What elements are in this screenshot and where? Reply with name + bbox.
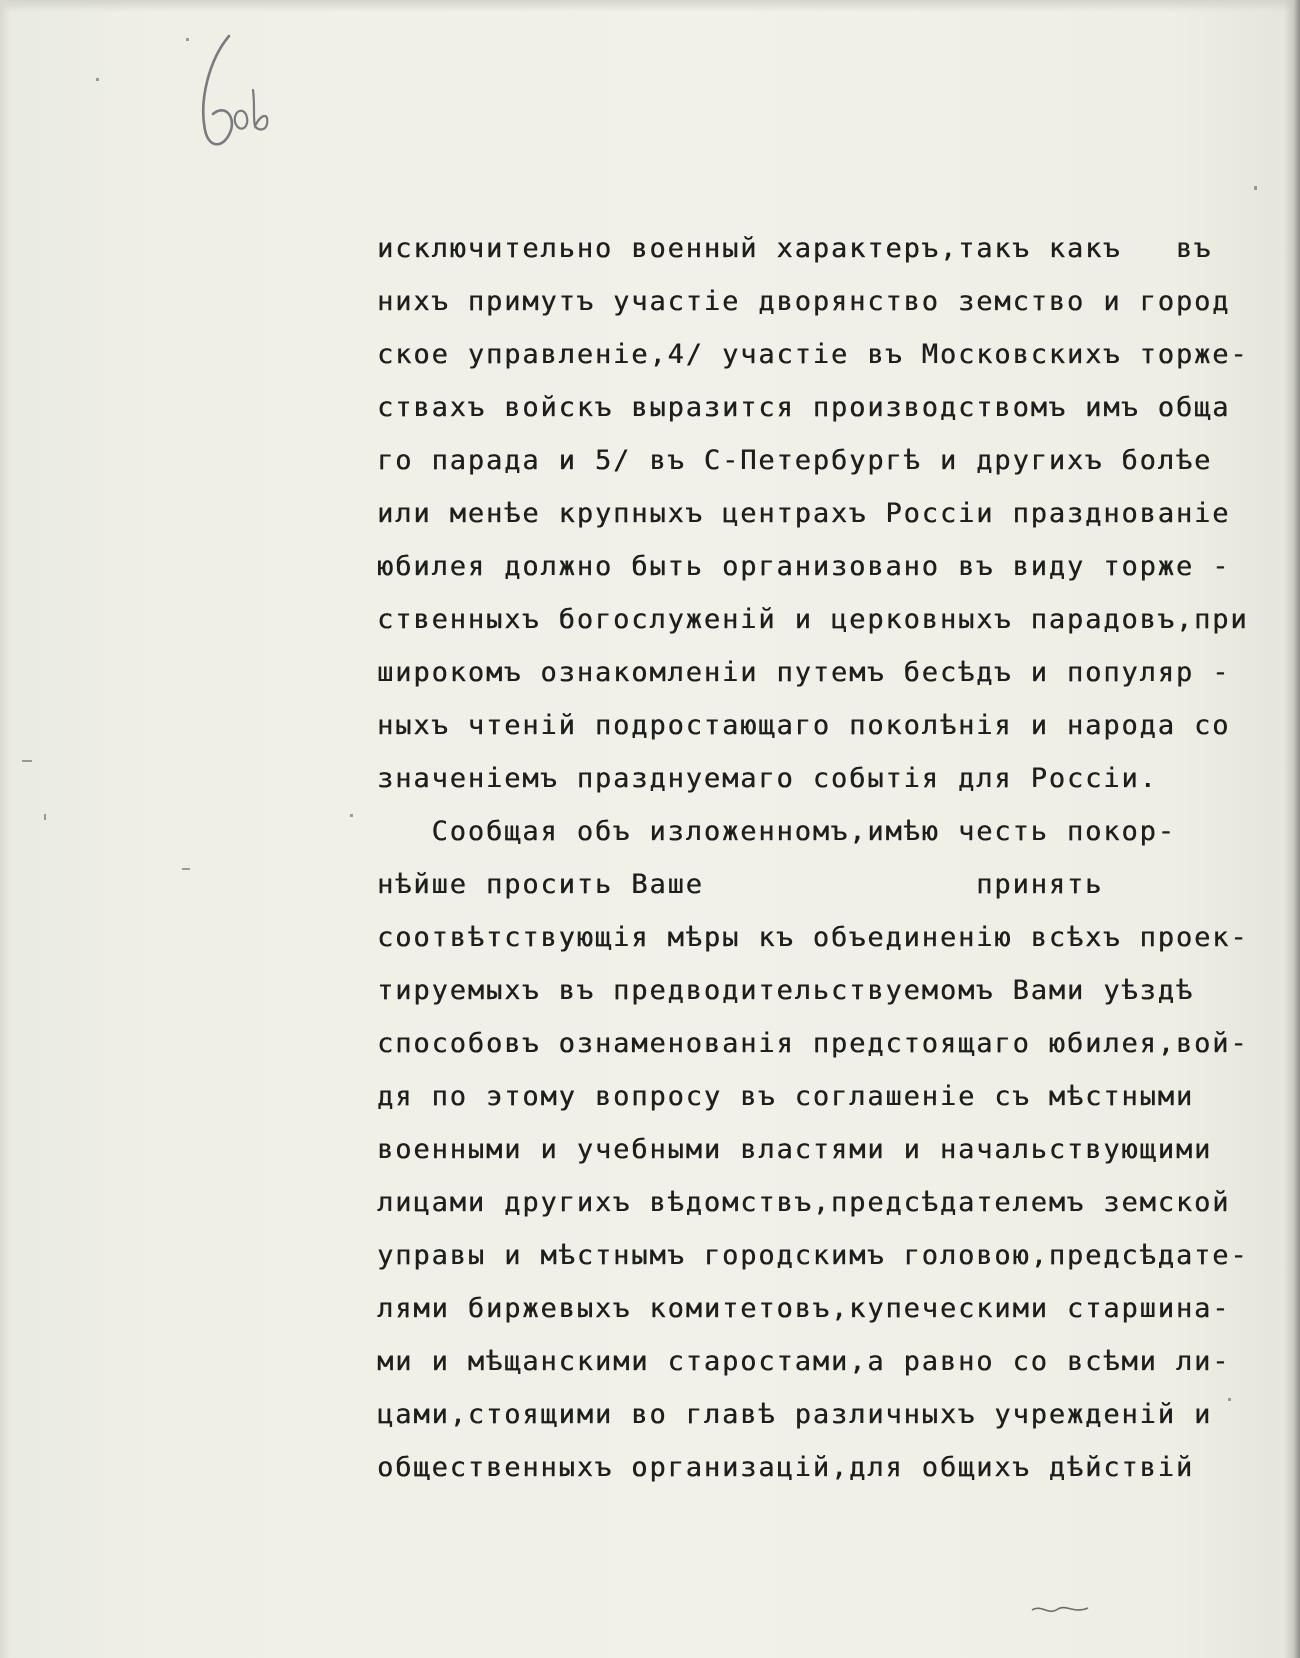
text-line: соотвѣтствующiя мѣры къ объединенiю всѣхъ проек- xyxy=(377,922,1249,953)
text-line: ствахъ войскъ выразится производствомъ имъ обща xyxy=(377,392,1231,423)
text-line: или менѣе крупныхъ центрахъ Россiи празднованiе xyxy=(377,498,1231,529)
text-line: тируемыхъ въ предводительствуемомъ Вами уѣздѣ xyxy=(377,975,1194,1006)
text-line: го парада и 5/ въ С-Петербургѣ и другихъ болѣе xyxy=(377,445,1213,476)
text-line: лями биржевыхъ комитетовъ,купеческими старшина- xyxy=(377,1293,1231,1324)
text-line: Сообщая объ изложенномъ,имѣю честь покор- xyxy=(377,816,1176,847)
typed-text-body xyxy=(377,222,1282,1494)
text-line: ныхъ чтенiй подростающаго поколѣнiя и народа со xyxy=(377,710,1231,741)
ink-fleck xyxy=(186,38,189,41)
page-right-edge xyxy=(1284,0,1300,1658)
ink-fleck xyxy=(96,78,99,81)
text-line: ми и мѣщанскими старостами,а равно со всѣми ли- xyxy=(377,1346,1231,1377)
ink-fleck xyxy=(44,814,46,820)
pencil-scribble xyxy=(1030,1600,1090,1618)
text-line: управы и мѣстнымъ городскимъ головою,предсѣдате- xyxy=(377,1240,1249,1271)
text-line: исключительно военный характеръ,такъ какъ въ xyxy=(377,233,1213,264)
text-line: широкомъ ознакомленiи путемъ бесѣдъ и популяр - xyxy=(377,657,1231,688)
ink-fleck xyxy=(350,814,353,817)
handwritten-page-number xyxy=(195,30,285,160)
text-line: военными и учебными властями и начальствующими xyxy=(377,1134,1213,1165)
ink-fleck xyxy=(1228,1398,1231,1401)
text-line: нѣйше просить Ваше принять xyxy=(377,869,1104,900)
text-line: ское управленiе,4/ участiе въ Московскихъ торже- xyxy=(377,339,1249,370)
ink-fleck xyxy=(1254,186,1257,190)
text-line: нихъ примутъ участiе дворянство земство и город xyxy=(377,286,1231,317)
text-line: цами,стоящими во главѣ различныхъ учрежденiй и xyxy=(377,1399,1213,1430)
text-line: способовъ ознаменованiя предстоящаго юбилея,вой- xyxy=(377,1028,1249,1059)
text-line: общественныхъ организацiй,для общихъ дѣйствiй xyxy=(377,1452,1194,1483)
ink-fleck xyxy=(182,868,190,870)
text-line: значенiемъ празднуемаго событiя для Россiи. xyxy=(377,763,1158,794)
text-line: лицами другихъ вѣдомствъ,предсѣдателемъ земской xyxy=(377,1187,1231,1218)
text-line: дя по этому вопросу въ соглашенiе съ мѣстными xyxy=(377,1081,1194,1112)
text-line: ственныхъ богослуженiй и церковныхъ парадовъ,при xyxy=(377,604,1249,635)
page-top-shadow xyxy=(0,0,1300,12)
text-line: юбилея должно быть организовано въ виду торже - xyxy=(377,551,1231,582)
ink-fleck xyxy=(22,760,32,762)
page-left-edge xyxy=(0,0,10,1658)
